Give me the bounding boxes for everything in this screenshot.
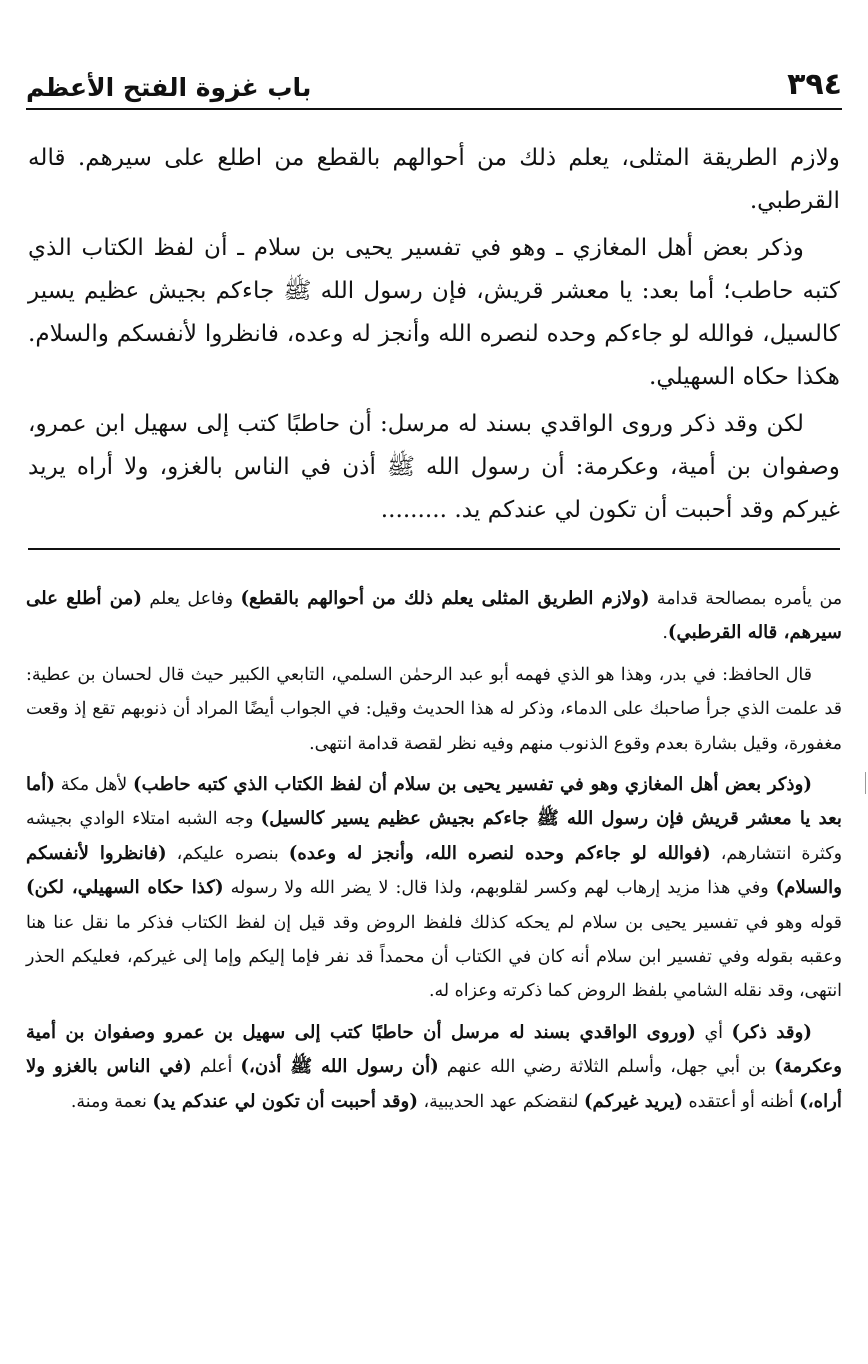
commentary — [26, 582, 842, 1126]
commentary-text: أظنه أو أعتقده — [683, 1091, 800, 1112]
commentary-text: لأهل مكة — [54, 775, 134, 796]
quoted-text: (وروى الواقدي بسند له مرسل أن حاطبًا كتب إلى سهيل بن عمرو وصفوان بن أمية وعكرمة) — [26, 1021, 842, 1078]
ellipsis: ......... — [380, 496, 448, 523]
page-header — [26, 58, 842, 110]
commentary-text: من يأمره بمصالحة قدامة — [649, 589, 843, 609]
quoted-text: (أما بعد يا معشر قريش فإن رسول الله ﷺ جاءكم بجيش عظيم يسير كالسيل) — [26, 774, 842, 830]
main-paragraph-1: ولازم الطريقة المثلى، يعلم ذلك من أحوالهم بالقطع من اطلع على سيرهم. قاله القرطبي. — [28, 144, 840, 214]
footnote-divider — [28, 548, 840, 550]
main-paragraph-3 — [28, 402, 840, 531]
quoted-text: (أن رسول الله ﷺ أذن،) — [240, 1056, 439, 1078]
commentary-text: قوله وهو في تفسير يحيى بن سلام لم يحكه كذلك فلفظ الروض وقد قيل إن لفظ الكتاب فذكر ما نقل عنا هنا وعقبه بقوله وفي تفسير ابن سلام أنه كان في الكتاب أن محمداً قد نفر فإما إليكم وإما إلى غيركم، فعليكم الحذر انتهى، وقد نقله الشامي بلفظ الروض كما ذكرته وعزاه له. — [26, 912, 842, 1002]
quoted-text: (وقد ذكر) — [731, 1021, 813, 1043]
commentary-paragraph-3 — [26, 768, 842, 1009]
commentary-text: وجه الشبه امتلاء الوادي بجيشه وكثرة انتشارهم، — [26, 809, 842, 864]
commentary-text: وفي هذا مزيد إرهاب لهم وكسر لقلوبهم، ولذا قال: لا يضر الله ولا رسوله — [223, 878, 776, 899]
quoted-text: (يريد غيركم) — [583, 1090, 683, 1112]
quoted-text: (ولازم الطريق المثلى يعلم ذلك من أحوالهم بالقطع) — [240, 588, 650, 609]
quoted-text: (من أطلع على سيرهم، قاله القرطبي) — [26, 588, 842, 644]
main-paragraph-2: وذكر بعض أهل المغازي ـ وهو في تفسير يحيى بن سلام ـ أن لفظ الكتاب الذي كتبه حاطب؛ أما بعد: يا معشر قريش، فإن رسول الله ﷺ جاءكم بجيش عظيم يسير كالسيل، فوالله لو جاءكم وحده لنصره الله وأنجز له وعده، فانظروا لأنفسكم والسلام. هكذا حكاه السهيلي. — [28, 234, 840, 390]
commentary-text: وفاعل يعلم — [141, 589, 241, 609]
quoted-text: (كذا حكاه السهيلي، لكن) — [26, 877, 224, 899]
commentary-text: . — [662, 623, 668, 644]
chapter-title: باب غزوة الفتح الأعظم — [26, 73, 312, 102]
quoted-text: (فانظروا لأنفسكم والسلام) — [26, 842, 842, 899]
commentary-paragraph-2: قال الحافظ: في بدر، وهذا هو الذي فهمه أبو عبد الرحمٰن السلمي، التابعي الكبير حيث قال لحسان بن عطية: قد علمت الذي جرأ صاحبك على الدماء، وذكر له هذا الحديث وقيل: في الجواب أيضًا المراد أن ذنوبهم تقع إذ وقعت مغفورة، وقيل بشارة بعدم وقوع الذنوب منهم وفيه نظر لقصة قدامة انتهى. — [26, 664, 842, 754]
commentary-paragraph-4 — [26, 1016, 842, 1119]
commentary-paragraph-1 — [26, 582, 842, 651]
quoted-text: (فوالله لو جاءكم وحده لنصره الله، وأنجز له وعده) — [288, 842, 711, 864]
main-text — [28, 136, 840, 531]
quoted-text: (وقد أحببت أن تكون لي عندكم يد) — [152, 1090, 418, 1112]
main-paragraph-3-text: لكن وقد ذكر وروى الواقدي بسند له مرسل: أن حاطبًا كتب إلى سهيل ابن عمرو، وصفوان بن أمية، وعكرمة: أن رسول الله ﷺ أذن في الناس بالغزو، ولا أراه يريد غيركم وقد أحببت أن تكون لي عندكم يد. — [28, 410, 840, 523]
quoted-text: (وذكر بعض أهل المغازي وهو في تفسير يحيى بن سلام أن لفظ الكتاب الذي كتبه حاطب) — [133, 774, 813, 796]
commentary-text: لنقضكم عهد الحديبية، — [417, 1091, 584, 1112]
commentary-text: بنصره عليكم، — [166, 843, 289, 864]
page-number: ٣٩٤ — [787, 67, 842, 102]
commentary-text: بن أبي جهل، وأسلم الثلاثة رضي الله عنهم — [438, 1057, 775, 1078]
commentary-text: أعلم — [191, 1057, 241, 1078]
commentary-text: أي — [695, 1022, 732, 1043]
page-edge-mark — [859, 772, 866, 794]
commentary-text: نعمة ومنة. — [70, 1091, 153, 1112]
quoted-text: (في الناس بالغزو ولا أراه،) — [26, 1056, 842, 1112]
